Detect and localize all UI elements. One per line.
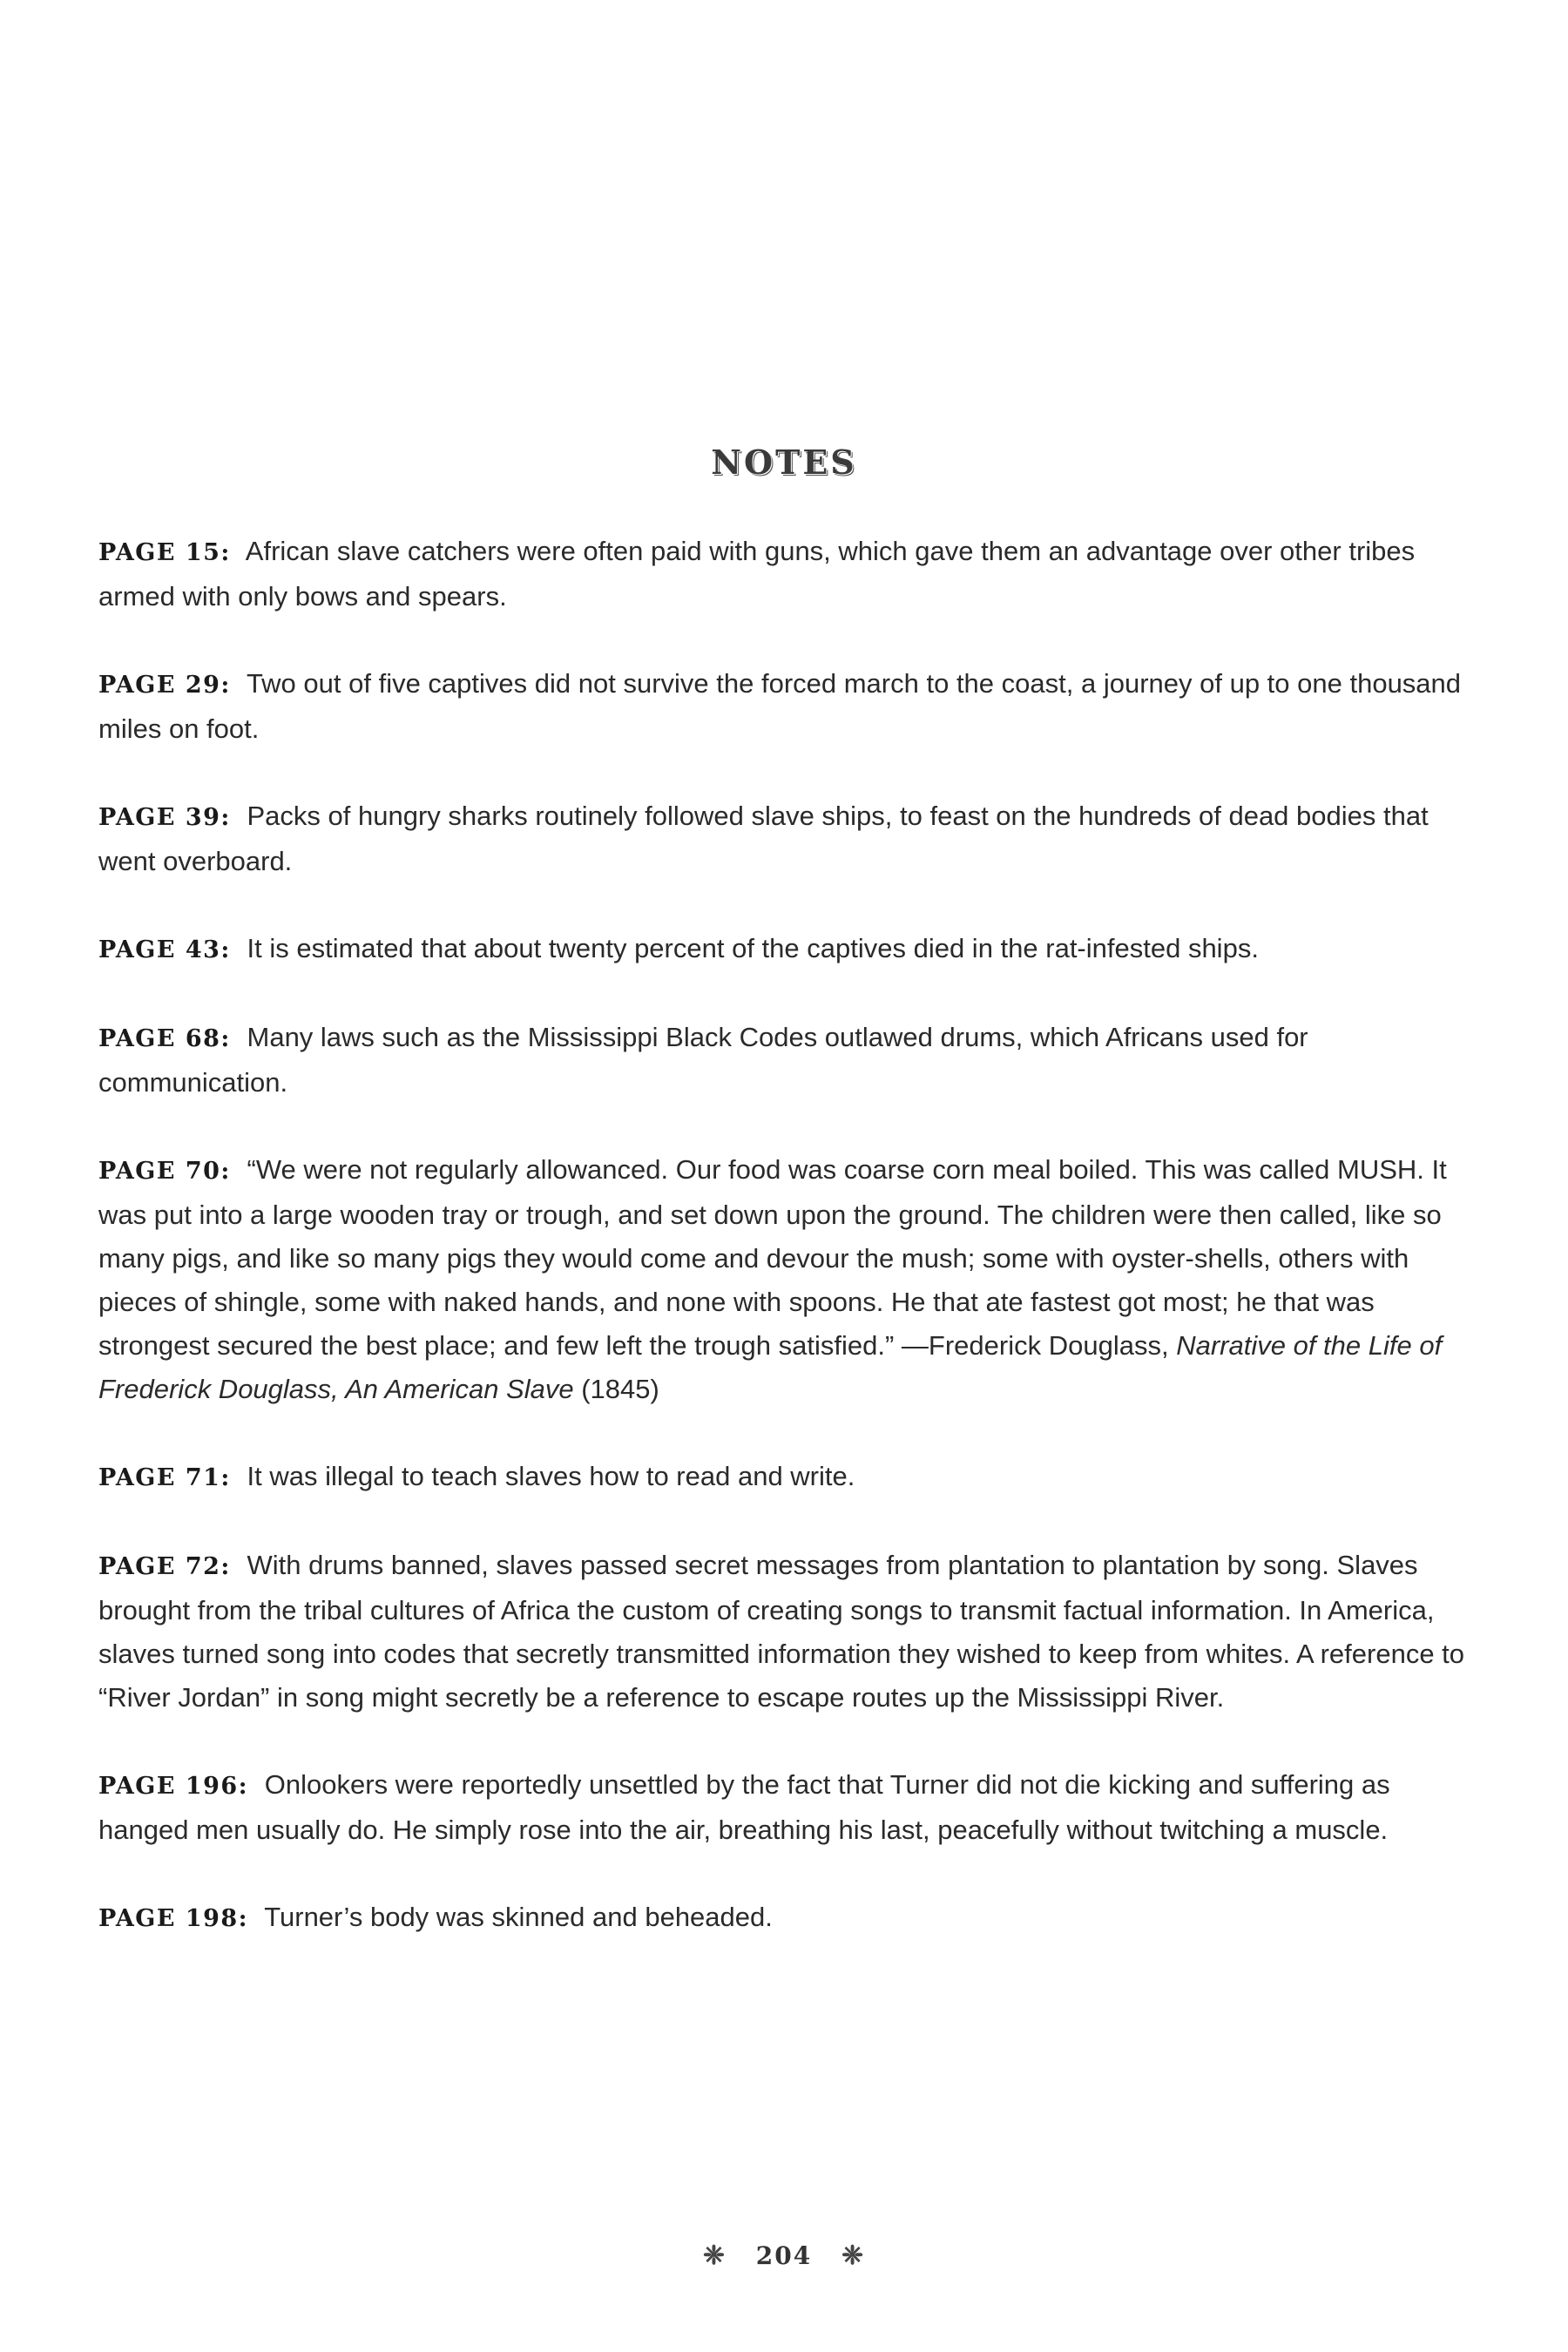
- note-text: Packs of hungry sharks routinely followed slave ships, to feast on the hundreds of dead bodies that went overboard.: [98, 801, 1429, 876]
- note-page-label: PAGE 43:: [98, 936, 231, 963]
- flower-ornament-icon: ❈: [702, 2240, 727, 2271]
- note-page-label: PAGE 196:: [98, 1773, 249, 1800]
- note-page-label: PAGE 29:: [98, 672, 231, 699]
- note-text: Onlookers were reportedly unsettled by the fact that Turner did not die kicking and suffering as hanged men usually do. He simply rose into the air, breathing his last, peacefully without twitching a muscle.: [98, 1769, 1390, 1845]
- note-item: [98, 1896, 1475, 1941]
- note-page-label: PAGE 198:: [98, 1905, 249, 1932]
- note-text: Turner’s body was skinned and beheaded.: [264, 1902, 773, 1932]
- note-page-label: PAGE 15:: [98, 539, 231, 566]
- note-page-label: PAGE 72:: [98, 1553, 231, 1580]
- note-text: Two out of five captives did not survive the forced march to the coast, a journey of up to one thousand miles on foot.: [98, 668, 1462, 744]
- note-item: [98, 1016, 1475, 1105]
- note-citation-title: Narrative of the Life of Frederick Douglass, An American Slave: [98, 1330, 1443, 1404]
- note-text: It was illegal to teach slaves how to read and write.: [247, 1461, 855, 1491]
- note-item: [98, 794, 1475, 883]
- note-text: “We were not regularly allowanced. Our food was coarse corn meal boiled. This was called MUSH. It was put into a large wooden tray or trough, and set down upon the ground. The children were then called, like so many pigs, and like so many pigs they would come and devour the mush; some with oyster-shells, others with pieces of shingle, some with naked hands, and none with spoons. He that ate fastest got most; he that was strongest secured the best place; and few left the trough satisfied.” —Frederick Douglass,: [98, 1154, 1447, 1361]
- note-item: [98, 1544, 1475, 1720]
- note-item: [98, 1763, 1475, 1852]
- note-item: [98, 1148, 1475, 1411]
- note-item: [98, 662, 1475, 751]
- page-footer: [0, 2240, 1568, 2271]
- note-page-label: PAGE 68:: [98, 1025, 231, 1052]
- flower-ornament-icon: ❈: [841, 2240, 866, 2271]
- notes-list: [98, 530, 1475, 1984]
- note-item: [98, 927, 1475, 972]
- note-text: Many laws such as the Mississippi Black Codes outlawed drums, which Africans used for communication.: [98, 1022, 1308, 1098]
- page-number: 204: [755, 2241, 813, 2270]
- note-text: African slave catchers were often paid with guns, which gave them an advantage over other tribes armed with only bows and spears.: [98, 536, 1416, 612]
- note-citation-year: (1845): [581, 1374, 659, 1404]
- note-page-label: PAGE 71:: [98, 1464, 231, 1491]
- note-item: [98, 1455, 1475, 1500]
- note-text: It is estimated that about twenty percent of the captives died in the rat-infested ships.: [247, 933, 1259, 963]
- page-title: NOTES: [711, 443, 857, 482]
- note-page-label: PAGE 70:: [98, 1158, 231, 1185]
- note-text: With drums banned, slaves passed secret messages from plantation to plantation by song. Slaves brought from the tribal cultures of Africa the custom of creating songs to transmit factual information. In America, slaves turned song into codes that secretly transmitted information they wished to keep from whites. A reference to “River Jordan” in song might secretly be a reference to escape routes up the Mississippi River.: [98, 1550, 1465, 1713]
- note-page-label: PAGE 39:: [98, 804, 231, 831]
- note-item: [98, 530, 1475, 618]
